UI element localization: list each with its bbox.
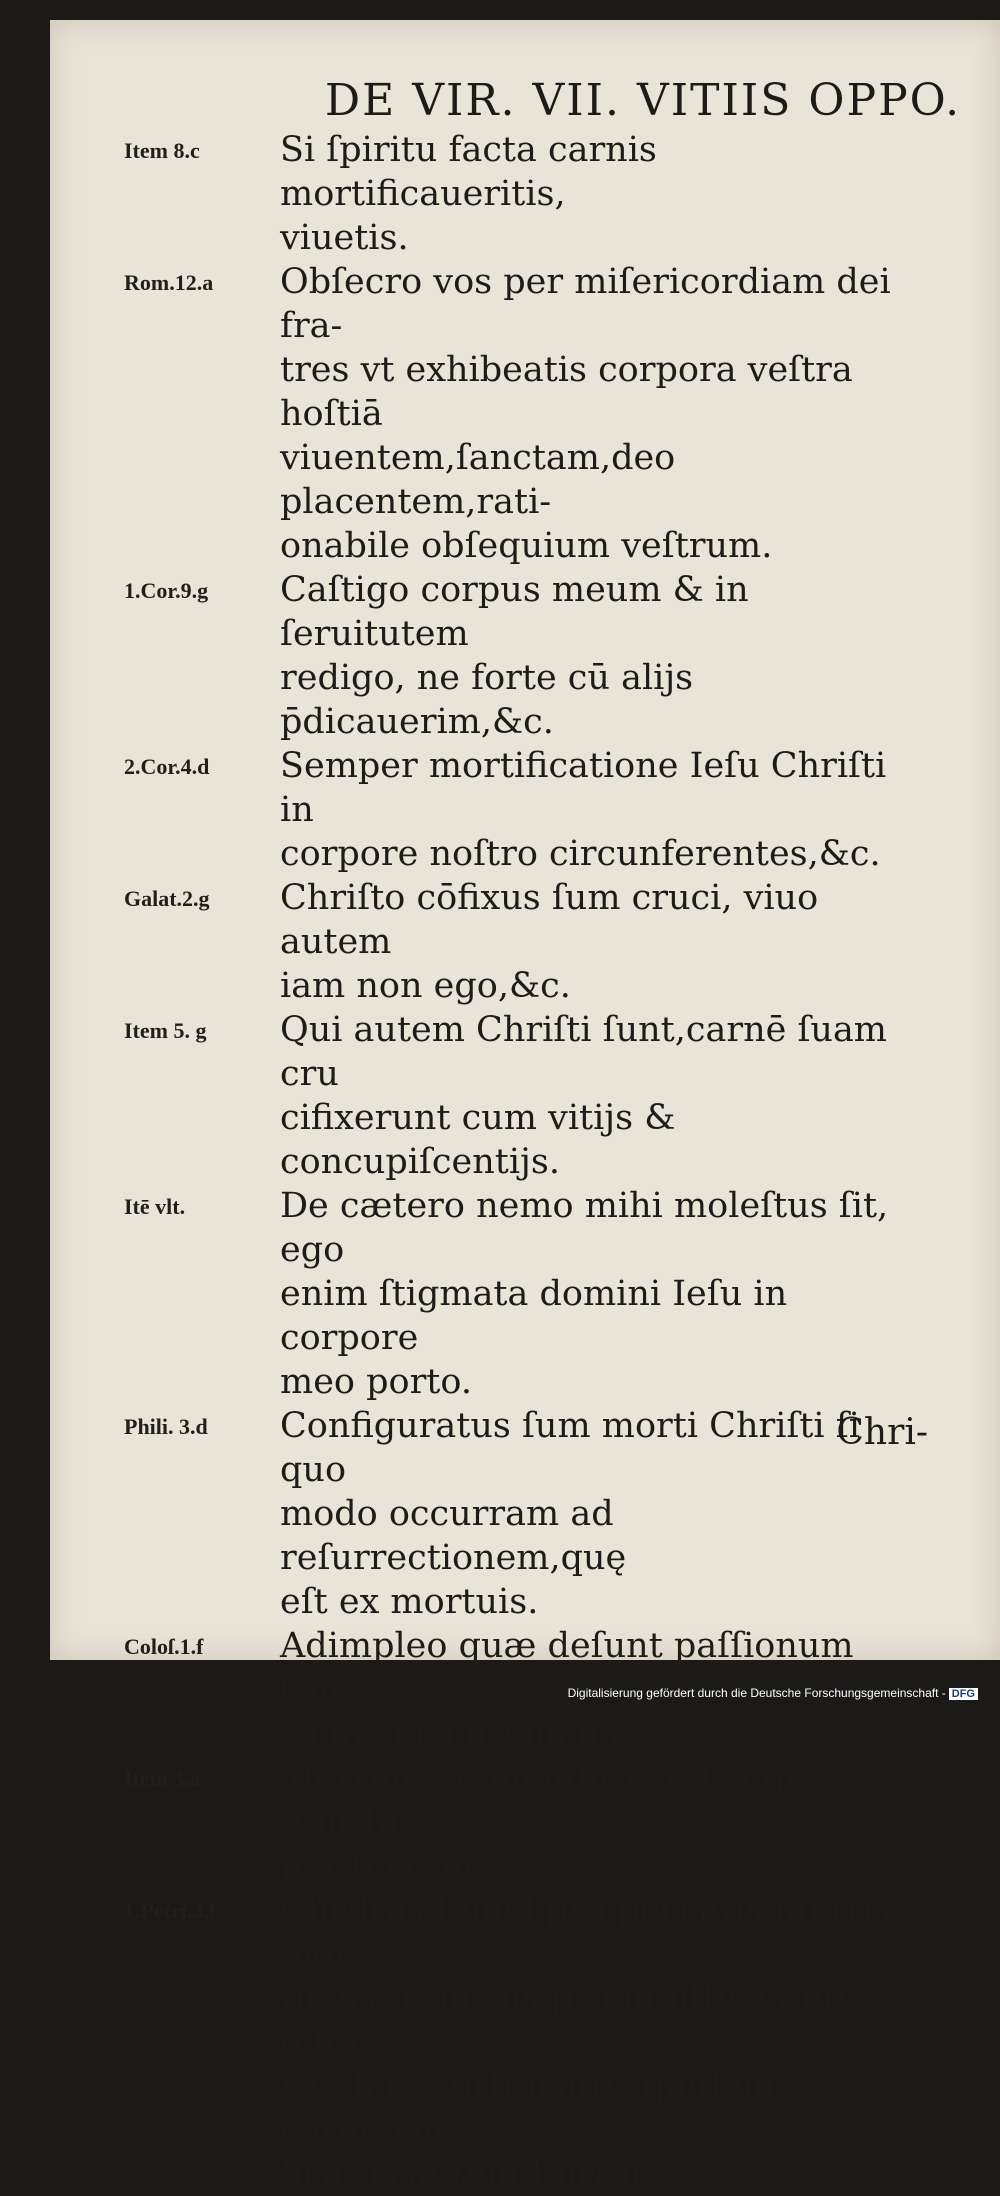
marginal-reference: Item 3.a [124,1766,201,1791]
entry-text: Obſecro vos per miſericordiam dei fra- tres vt exhibeatis corpora veſtra hoſtiā viuentem,ſanctam,deo placentem,rati- onabile obſequium veſtrum. [280,262,891,566]
entry-text: De cætero nemo mihi moleſtus ſit, ego enim ſtigmata domini Ieſu in corpore meo porto. [280,1186,889,1402]
entry [50,128,1000,260]
entry [50,1888,1000,2196]
funding-footer [568,1686,978,1700]
marginal-reference: Phili. 3.d [124,1414,208,1439]
marginal-reference: 2.Cor.4.d [124,754,210,779]
entry [50,260,1000,568]
marginal-reference: 1.Cor.9.g [124,578,209,603]
entry-text: Si ſpiritu facta carnis mortificaueritis, viuetis. [280,130,657,258]
scripture-entries [50,128,1000,2196]
marginal-reference: 1.Petri.3.f [124,1898,217,1923]
marginal-reference: Itē vlt. [124,1194,186,1219]
footer-text: Digitalisierung gefördert durch die Deutsche Forschungsgemeinschaft - [567,1686,946,1700]
marginal-reference: Rom.12.a [124,270,214,295]
entry [50,744,1000,876]
marginal-reference: Item 8.c [124,138,200,163]
running-header: DE VIR. VII. VITIIS OPPO. [324,75,962,126]
entry [50,568,1000,744]
catchword: Chri- [836,1412,928,1453]
marginal-reference: Coloſ.1.f [124,1634,204,1659]
entry-text: Configuratus ſum morti Chriſti ſi quo modo occurram ad reſurrectionem,quę eſt ex mortuis. [280,1406,860,1622]
entry-text: Mortificate membra veſtra quæ ſunt ſu per terram. [280,1758,841,1886]
entry [50,1184,1000,1404]
dfg-logo: DFG [949,1688,978,1700]
entry [50,1756,1000,1888]
entry-text: Semper mortificatione Ieſu Chriſti in corpore noſtro circunferentes,&c. [280,746,887,874]
entry-text: Adimpleo quæ deſunt paſſionum Chri ſti in corpore meo,&c. [280,1626,854,1754]
entry-text: Caſtigo corpus meum & in ſeruitutem redigo, ne forte cū alijs p̄dicauerim,&c. [280,570,749,742]
marginal-reference: Galat.2.g [124,886,210,911]
entry-text: Chriſto cōfixus ſum cruci, viuo autem iam non ego,&c. [280,878,819,1006]
marginal-reference: Item 5. g [124,1018,207,1043]
entry [50,876,1000,1008]
entry [50,1008,1000,1184]
entry-text: Chriſtus ſemel pro peccatis noſtris mor tuus eſt, iuſtus pro iniuſtis,vt nos offer- ret deo,mortificatos quidem carne,viui ficatos autem ſpiritu. [280,1890,892,2194]
entry-text: Qui autem Chriſti ſunt,carnē ſuam cru cifixerunt cum vitijs & concupiſcentijs. [280,1010,887,1182]
